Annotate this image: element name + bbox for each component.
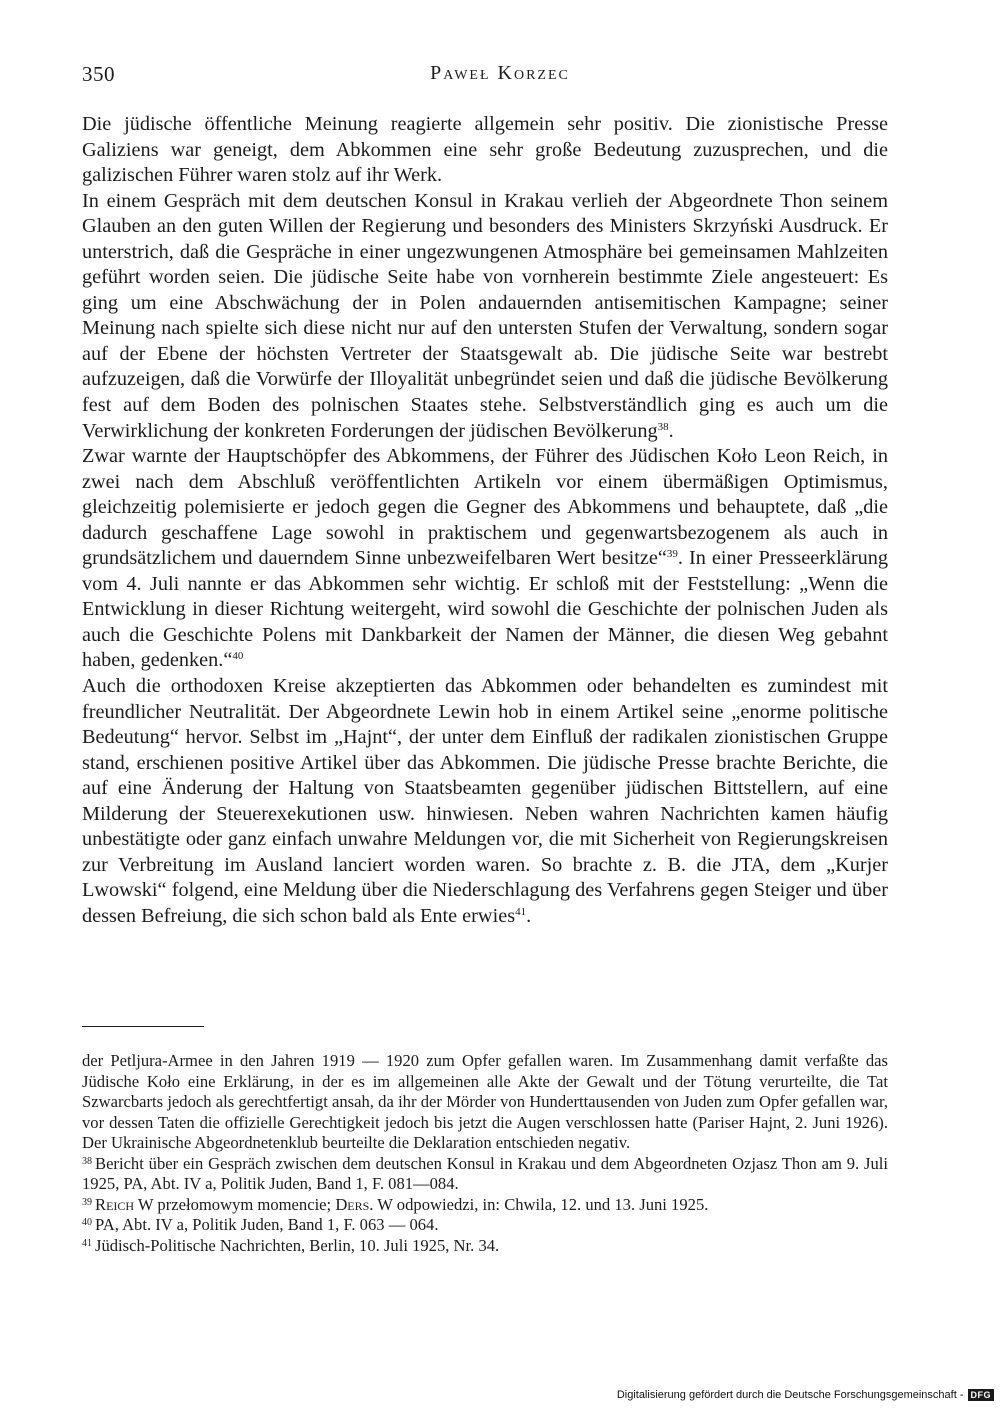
paragraph-3-text-b: . In einer Presseerklärung vom 4. Juli nannte er das Abkommen sehr wichtig. Er schloß mit der Feststellung: „Wenn die Entwicklung in dieser Richtung weitergeht, wird sowohl die Geschichte der polnischen Juden als auch die Geschichte Polens mit Dankbarkeit der Namen der Männer, die diesen Weg gebahnt haben, gedenken.“	[82, 547, 888, 672]
footnote-39-text-a: W przełomowym momencie;	[134, 1194, 336, 1214]
footnote-40-number: 40	[82, 1217, 92, 1228]
footnote-41-text: Jüdisch-Politische Nachrichten, Berlin, 10. Juli 1925, Nr. 34.	[95, 1235, 500, 1255]
footnote-40-text: PA, Abt. IV a, Politik Juden, Band 1, F. 063 — 064.	[95, 1215, 439, 1234]
footnote-ref-39: 39	[666, 548, 678, 561]
paragraph-4-end: .	[526, 904, 532, 927]
paragraph-1: Die jüdische öffentliche Meinung reagierte allgemein sehr positiv. Die zionistische Presse Galiziens war geneigt, dem Abkommen eine sehr große Bedeutung zuzusprechen, und die galizischen Führer waren stolz auf ihr Werk.	[82, 113, 888, 187]
footnote-39-ders: Ders.	[335, 1194, 374, 1214]
digitization-credit	[617, 1389, 994, 1401]
paragraph-2	[82, 189, 888, 444]
paragraph-2-end: .	[668, 419, 674, 442]
footnote-38	[82, 1154, 888, 1195]
main-text	[82, 112, 888, 930]
footnote-ref-40: 40	[232, 650, 244, 663]
dfg-logo: DFG	[968, 1389, 995, 1401]
paragraph-4-text: Auch die orthodoxen Kreise akzeptierten das Abkommen oder behandelten es zumindest mit freundlicher Neutralität. Der Abgeordnete Lewin hob in einem Artikel seine „enorme politische Bedeutung“ hervor. Selbst im „Hajnt“, der unter dem Einfluß der radikalen zionistischen Gruppe stand, erschienen positive Artikel über das Abkommen. Die jüdische Presse brachte Berichte, die auf eine Änderung der Haltung von Staatsbeamten gegenüber jüdischen Bittstellern, auf eine Milderung der Steuerexekutionen usw. hinwiesen. Neben wahren Nachrichten kamen häufig unbestätigte oder ganz einfach unwahre Meldungen vor, die mit Sicherheit von Regierungskreisen zur Verbreitung im Ausland lanciert worden waren. So brachte z. B. die JTA, dem „Kurjer Lwowski“ folgend, eine Meldung über die Niederschlagung des Verfahrens gegen Steiger und über dessen Befreiung, die sich schon bald als Ente erwies	[82, 675, 888, 927]
footnote-41	[82, 1236, 888, 1257]
footnote-38-text: Bericht über ein Gespräch zwischen dem deutschen Konsul in Krakau und dem Abgeordneten Ozjasz Thon am 9. Juli 1925, PA, Abt. IV a, Politik Juden, Band 1, F. 081—084.	[82, 1153, 888, 1193]
footnote-39-author: Reich	[95, 1194, 135, 1214]
footnote-39-number: 39	[82, 1196, 92, 1208]
footnote-rule	[82, 1026, 204, 1027]
footnote-38-number: 38	[82, 1155, 92, 1167]
footnotes	[82, 1051, 888, 1256]
paragraph-3-text-a: Zwar warnte der Hauptschöpfer des Abkommens, der Führer des Jüdischen Koło Leon Reich, in zwei nach dem Abschluß veröffentlichten Artikeln vor einem übermäßigen Optimismus, gleichzeitig polemisierte er jedoch gegen die Gegner des Abkommens und behauptete, daß „die dadurch geschaffene Lage sowohl in praktischem und gegenwartsbezogenem als auch in grundsätzlichem und dauerndem Sinne unbezweifelbaren Wert besitze“	[82, 445, 888, 570]
footnote-41-number: 41	[82, 1237, 92, 1249]
footnote-39	[82, 1195, 888, 1216]
running-head-author: Paweł Korzec	[430, 62, 570, 84]
paragraph-4	[82, 674, 888, 929]
footnote-ref-38: 38	[657, 420, 669, 433]
credit-text: Digitalisierung gefördert durch die Deutsche Forschungsgemeinschaft -	[616, 1389, 964, 1401]
page-number: 350	[82, 62, 115, 86]
paragraph-2-text: In einem Gespräch mit dem deutschen Konsul in Krakau verlieh der Abgeordnete Thon seinem Glauben an den guten Willen der Regierung und besonders des Ministers Skrzyński Ausdruck. Er unterstrich, daß die Gespräche in einer ungezwungenen Atmosphäre bei gemeinsamen Mahlzeiten geführt worden seien. Die jüdische Seite habe von vornherein bestimmte Ziele angesteuert: Es ging um eine Abschwächung der in Polen andauernden antisemitischen Kampagne; seiner Meinung nach spielte sich diese nicht nur auf den untersten Stufen der Verwaltung, sondern sogar auf der Ebene der höchsten Vertreter der Staatsgewalt ab. Die jüdische Seite war bestrebt aufzuzeigen, daß die Vorwürfe der Illoyalität unbegründet seien und daß die jüdische Bevölkerung fest auf dem Boden des polnischen Staates stehe. Selbstverständlich ging es auch um die Verwirklichung der konkreten Forderungen der jüdischen Bevölkerung	[82, 189, 888, 442]
footnote-40	[82, 1215, 888, 1236]
footnote-ref-41: 41	[515, 905, 527, 918]
footnote-continued: der Petljura-Armee in den Jahren 1919 — 1920 zum Opfer gefallen waren. Im Zusammenhang damit verfaßte das Jüdische Koło eine Erklärung, in der es im allgemeinen alle Akte der Gewalt und der Tötung verurteilte, die Tat Szwarcbarts jedoch als gerechtfertigt ansah, da ihr der Mörder von Hunderttausenden von Juden zum Opfer gefallen war, vor dessen Taten die offizielle Gerechtigkeit jedoch bis jetzt die Augen verschlossen hatte (Pariser Hajnt, 2. Juni 1926). Der Ukrainische Abgeordnetenklub beurteilte die Deklaration entschieden negativ.	[82, 1051, 888, 1152]
paragraph-3	[82, 444, 888, 674]
footnote-39-text-b: W odpowiedzi, in: Chwila, 12. und 13. Juni 1925.	[373, 1194, 709, 1214]
